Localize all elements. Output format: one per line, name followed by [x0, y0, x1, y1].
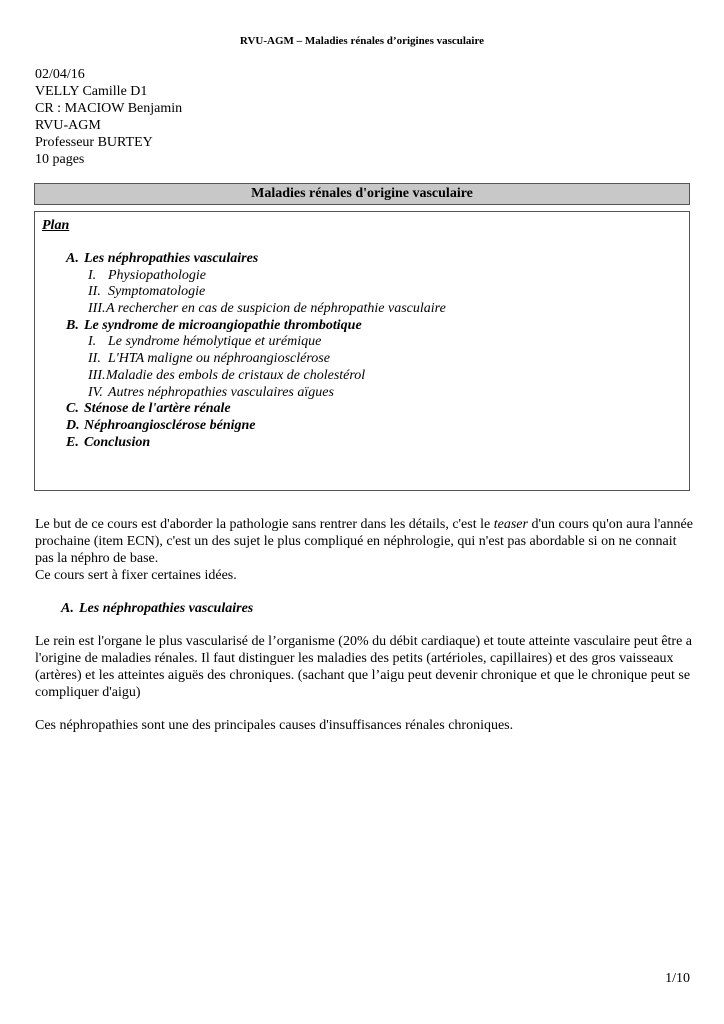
plan-item-number: D. [66, 417, 80, 433]
plan-item-number: B. [66, 317, 79, 333]
intro-text-end: d'un cours qu'on aura l'année prochaine (item ECN), c'est un des sujet le plus compliqué en néphrologie, qui n'est pas abordable si on ne connait pas la néphro de base. [35, 517, 693, 566]
plan-item-number: I. [88, 267, 97, 283]
intro-second-line: Ce cours sert à fixer certaines idées. [35, 568, 237, 583]
plan-item-number: I. [88, 334, 97, 350]
plan-item-number: II. [88, 351, 101, 367]
meta-professor: Professeur BURTEY [35, 135, 153, 150]
document-title: Maladies rénales d'origine vasculaire [34, 183, 690, 205]
plan-heading: Plan [42, 218, 70, 233]
meta-pages: 10 pages [35, 152, 85, 167]
plan-item-number: III. [88, 367, 106, 383]
document-meta [35, 66, 182, 168]
plan-item-label: Le syndrome de microangiopathie thrombotique [84, 317, 362, 333]
meta-author: VELLY Camille D1 [35, 84, 148, 99]
plan-item-number: E. [66, 434, 79, 450]
intro-text-start: Le but de ce cours est d'aborder la pathologie sans rentrer dans les détails, c'est le [35, 517, 494, 532]
plan-item-label: Autres néphropathies vasculaires aïgues [108, 384, 334, 400]
plan-item-number: IV. [88, 384, 103, 400]
intro-paragraph [35, 516, 695, 567]
meta-reviewer: CR : MACIOW Benjamin [35, 101, 183, 116]
page-number: 1/10 [665, 971, 690, 986]
section-heading-a [35, 600, 695, 617]
body-paragraph: Le rein est l'organe le plus vascularisé de l’organisme (20% du débit cardiaque) et toute atteinte vasculaire peut être a l'origine de maladies rénales. Il faut distinguer les maladies des petits (artérioles, capillaires) et des gros vaisseaux (artères) et les atteintes aiguës des chroniques. (sachant que l’aigu peut devenir chronique et que le chronique peut se compliquer d'aigu) [35, 634, 693, 700]
plan-item-label: Symptomatologie [108, 284, 206, 300]
plan-item-number: C. [66, 401, 79, 417]
meta-date: 02/04/16 [35, 67, 85, 82]
plan-item-label: A rechercher en cas de suspicion de néphropathie vasculaire [106, 301, 446, 317]
plan-item-label: Sténose de l'artère rénale [84, 401, 231, 417]
plan-box [34, 211, 690, 491]
section-number: A. [61, 601, 74, 616]
plan-item-label: Physiopathologie [108, 267, 206, 283]
body-paragraph: Ces néphropathies sont une des principales causes d'insuffisances rénales chroniques. [35, 718, 514, 733]
plan-item-label: Les néphropathies vasculaires [84, 251, 259, 266]
plan-item-number: III. [88, 301, 106, 317]
section-title: Les néphropathies vasculaires [79, 601, 254, 616]
document-body [35, 516, 695, 734]
meta-course: RVU-AGM [35, 118, 101, 133]
plan-item-label: Le syndrome hémolytique et urémique [108, 334, 322, 350]
plan-item-number: A. [66, 251, 79, 266]
running-header: RVU-AGM – Maladies rénales d’origines vasculaire [239, 35, 485, 47]
intro-italic-term: teaser [493, 517, 528, 532]
plan-item-number: II. [88, 284, 101, 300]
plan-item-label: Néphroangiosclérose bénigne [84, 417, 256, 433]
plan-item-label: L'HTA maligne ou néphroangiosclérose [108, 351, 330, 367]
plan-item-label: Conclusion [84, 434, 151, 450]
plan-item-label: Maladie des embols de cristaux de cholestérol [106, 367, 366, 383]
